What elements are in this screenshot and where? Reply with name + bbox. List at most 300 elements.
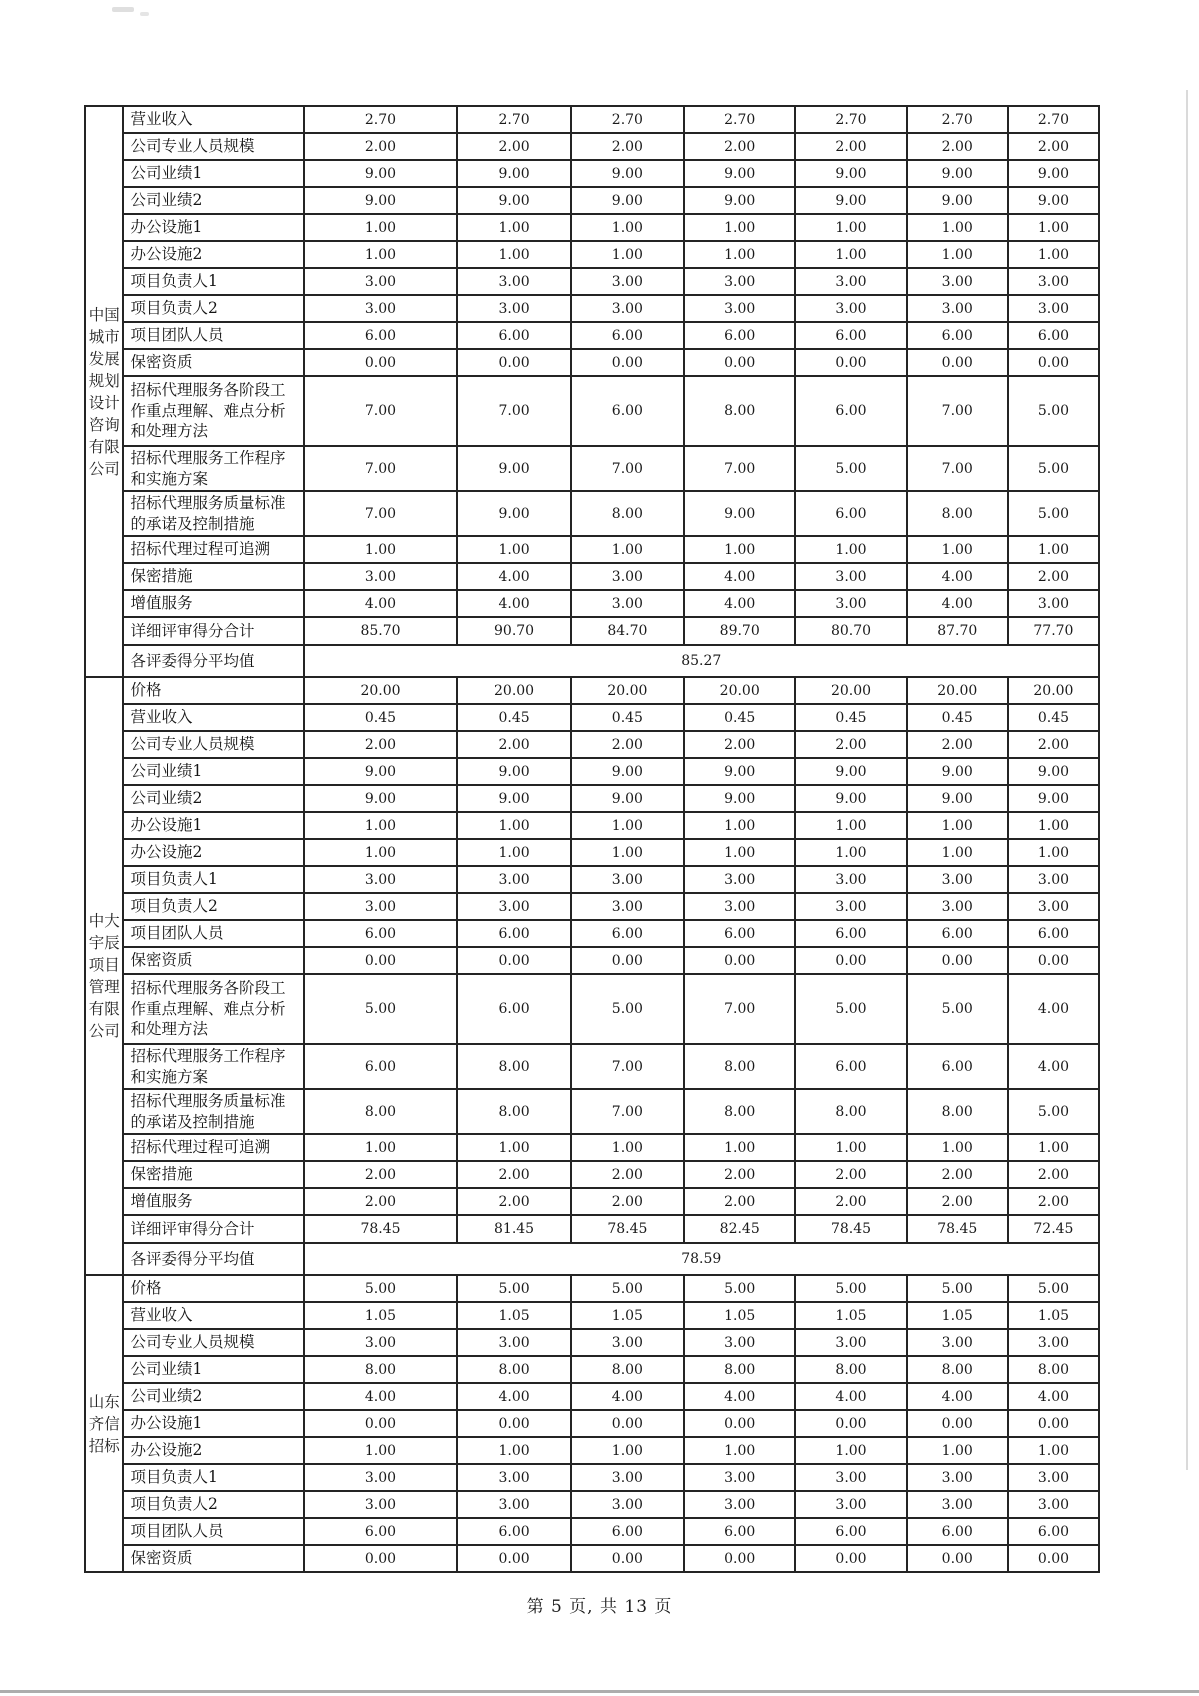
score-cell: 20.00 [457,677,570,704]
criteria-label: 办公设施2 [123,241,303,268]
score-cell: 2.00 [795,1188,906,1215]
criteria-label: 公司业绩1 [123,758,303,785]
score-cell: 6.00 [907,1518,1008,1545]
score-cell: 7.00 [684,974,795,1044]
score-cell: 1.00 [907,839,1008,866]
score-cell: 5.00 [795,1275,906,1302]
table-row [85,1329,1099,1356]
score-cell: 9.00 [571,758,684,785]
score-cell: 2.70 [571,106,684,133]
score-cell: 1.00 [1008,536,1099,563]
score-cell: 1.00 [795,839,906,866]
score-cell: 1.00 [1008,214,1099,241]
score-cell: 2.00 [907,133,1008,160]
score-cell: 4.00 [1008,1383,1099,1410]
score-cell: 1.05 [907,1302,1008,1329]
score-cell: 3.00 [795,893,906,920]
score-cell: 0.45 [304,704,458,731]
score-cell: 20.00 [795,677,906,704]
score-cell: 3.00 [684,268,795,295]
score-cell: 9.00 [571,160,684,187]
score-cell: 3.00 [907,1329,1008,1356]
score-cell: 4.00 [684,563,795,590]
score-cell: 8.00 [571,491,684,536]
criteria-label: 招标代理服务工作程序和实施方案 [123,1044,303,1089]
score-cell: 5.00 [1008,376,1099,446]
company-name-cell: 山东 齐信 招标 [85,1275,123,1572]
score-cell: 4.00 [795,1383,906,1410]
score-cell: 1.00 [304,241,458,268]
score-cell: 6.00 [571,1518,684,1545]
score-cell: 6.00 [795,1518,906,1545]
criteria-label: 项目团队人员 [123,1518,303,1545]
score-cell: 6.00 [907,920,1008,947]
score-cell: 5.00 [571,974,684,1044]
table-row [85,812,1099,839]
score-cell: 9.00 [795,160,906,187]
score-cell: 5.00 [304,974,458,1044]
score-cell: 0.00 [571,349,684,376]
score-cell: 1.05 [457,1302,570,1329]
score-cell: 5.00 [304,1275,458,1302]
score-cell: 1.00 [795,214,906,241]
table-row [85,1518,1099,1545]
score-cell: 3.00 [304,1491,458,1518]
score-cell: 7.00 [571,1044,684,1089]
score-cell: 78.45 [795,1215,906,1243]
score-cell: 4.00 [457,1383,570,1410]
score-cell: 89.70 [684,617,795,645]
score-cell: 0.00 [457,1410,570,1437]
criteria-label: 办公设施1 [123,214,303,241]
score-cell: 2.00 [795,1161,906,1188]
score-cell: 0.00 [304,1410,458,1437]
score-cell: 9.00 [1008,187,1099,214]
score-cell: 0.00 [1008,349,1099,376]
score-cell: 9.00 [571,187,684,214]
score-cell: 4.00 [907,563,1008,590]
score-cell: 9.00 [907,785,1008,812]
score-cell: 3.00 [795,1329,906,1356]
score-cell: 7.00 [457,376,570,446]
criteria-label: 招标代理服务工作程序和实施方案 [123,446,303,491]
score-cell: 0.45 [684,704,795,731]
score-cell: 1.00 [1008,1437,1099,1464]
table-row [85,1188,1099,1215]
score-cell: 2.00 [1008,1161,1099,1188]
score-cell: 0.45 [1008,704,1099,731]
score-cell: 6.00 [571,322,684,349]
score-cell: 4.00 [684,1383,795,1410]
score-cell: 9.00 [1008,160,1099,187]
score-cell: 9.00 [304,758,458,785]
table-row [85,1383,1099,1410]
score-cell: 5.00 [795,446,906,491]
score-cell: 6.00 [457,322,570,349]
score-cell: 3.00 [684,1329,795,1356]
score-cell: 87.70 [907,617,1008,645]
score-cell: 0.45 [795,704,906,731]
score-cell: 0.00 [571,947,684,974]
score-cell: 1.00 [684,536,795,563]
table-row [85,1437,1099,1464]
score-cell: 6.00 [684,1518,795,1545]
average-score-cell: 85.27 [304,645,1099,677]
score-cell: 3.00 [457,268,570,295]
score-cell: 2.70 [304,106,458,133]
criteria-label: 公司业绩2 [123,785,303,812]
score-cell: 1.00 [571,1134,684,1161]
total-row [85,617,1099,645]
score-cell: 1.00 [304,536,458,563]
score-cell: 1.05 [571,1302,684,1329]
score-cell: 0.45 [571,704,684,731]
criteria-label: 详细评审得分合计 [123,617,303,645]
score-cell: 2.00 [684,1188,795,1215]
score-cell: 3.00 [1008,295,1099,322]
table-row [85,295,1099,322]
table-row [85,160,1099,187]
score-cell: 1.00 [684,214,795,241]
score-cell: 2.00 [1008,563,1099,590]
table-row [85,268,1099,295]
score-cell: 8.00 [795,1356,906,1383]
score-cell: 9.00 [457,785,570,812]
criteria-label: 办公设施2 [123,1437,303,1464]
score-cell: 3.00 [457,295,570,322]
score-cell: 0.00 [304,947,458,974]
table-row [85,677,1099,704]
score-cell: 3.00 [1008,1491,1099,1518]
criteria-label: 增值服务 [123,1188,303,1215]
score-cell: 3.00 [684,1491,795,1518]
score-cell: 9.00 [907,160,1008,187]
score-cell: 81.45 [457,1215,570,1243]
score-cell: 78.45 [304,1215,458,1243]
criteria-label: 项目负责人1 [123,268,303,295]
score-cell: 0.45 [907,704,1008,731]
score-cell: 0.00 [571,1545,684,1572]
score-cell: 0.00 [304,349,458,376]
score-cell: 8.00 [304,1356,458,1383]
score-cell: 4.00 [907,1383,1008,1410]
score-cell: 6.00 [457,920,570,947]
score-cell: 1.00 [684,839,795,866]
table-row [85,866,1099,893]
score-cell: 1.00 [304,812,458,839]
company-name-cell: 中国 城市 发展 规划 设计 咨询 有限 公司 [85,106,123,677]
score-cell: 3.00 [571,590,684,617]
score-cell: 1.00 [457,839,570,866]
criteria-label: 项目负责人2 [123,893,303,920]
criteria-label: 各评委得分平均值 [123,1243,303,1275]
score-cell: 2.00 [304,1188,458,1215]
score-cell: 78.45 [907,1215,1008,1243]
score-cell: 8.00 [907,1089,1008,1134]
score-cell: 8.00 [457,1044,570,1089]
score-cell: 6.00 [907,1044,1008,1089]
table-row [85,1275,1099,1302]
score-cell: 7.00 [304,446,458,491]
score-cell: 9.00 [304,785,458,812]
score-cell: 0.00 [907,1410,1008,1437]
score-cell: 6.00 [795,491,906,536]
table-row [85,563,1099,590]
criteria-label: 公司业绩2 [123,1383,303,1410]
criteria-label: 保密资质 [123,947,303,974]
table-row [85,187,1099,214]
criteria-label: 项目负责人2 [123,1491,303,1518]
score-cell: 0.00 [1008,1545,1099,1572]
score-cell: 0.00 [571,1410,684,1437]
score-cell: 5.00 [457,1275,570,1302]
score-cell: 3.00 [457,1329,570,1356]
score-cell: 3.00 [304,1464,458,1491]
score-cell: 3.00 [795,866,906,893]
score-cell: 3.00 [684,893,795,920]
table-row [85,214,1099,241]
score-cell: 8.00 [795,1089,906,1134]
criteria-label: 详细评审得分合计 [123,1215,303,1243]
score-cell: 7.00 [907,376,1008,446]
score-cell: 3.00 [571,563,684,590]
score-cell: 4.00 [684,590,795,617]
criteria-label: 项目负责人2 [123,295,303,322]
score-cell: 1.00 [457,241,570,268]
score-cell: 1.00 [571,536,684,563]
table-row [85,893,1099,920]
criteria-label: 公司专业人员规模 [123,133,303,160]
score-cell: 6.00 [457,1518,570,1545]
score-cell: 1.00 [907,1437,1008,1464]
score-cell: 3.00 [795,590,906,617]
score-table-body [85,106,1099,1572]
score-cell: 2.00 [1008,1188,1099,1215]
score-cell: 80.70 [795,617,906,645]
score-cell: 3.00 [571,893,684,920]
scan-artifact-bottom-line [0,1690,1199,1693]
score-cell: 2.00 [571,1188,684,1215]
score-cell: 0.00 [907,349,1008,376]
score-cell: 1.00 [684,812,795,839]
table-row [85,1134,1099,1161]
score-cell: 4.00 [304,590,458,617]
score-cell: 85.70 [304,617,458,645]
score-cell: 8.00 [457,1089,570,1134]
score-cell: 0.00 [457,1545,570,1572]
score-cell: 8.00 [684,1089,795,1134]
score-cell: 1.00 [795,812,906,839]
table-row [85,1302,1099,1329]
score-cell: 9.00 [457,446,570,491]
score-cell: 1.00 [684,1437,795,1464]
average-row [85,1243,1099,1275]
criteria-label: 办公设施2 [123,839,303,866]
score-cell: 9.00 [795,785,906,812]
criteria-label: 保密资质 [123,1545,303,1572]
page-number-footer: 第 5 页, 共 13 页 [526,1597,673,1617]
score-cell: 1.00 [457,536,570,563]
score-cell: 3.00 [907,1491,1008,1518]
criteria-label: 营业收入 [123,704,303,731]
score-cell: 1.05 [304,1302,458,1329]
table-row [85,785,1099,812]
criteria-label: 公司业绩1 [123,1356,303,1383]
score-cell: 6.00 [304,1518,458,1545]
score-cell: 6.00 [457,974,570,1044]
criteria-label: 项目团队人员 [123,322,303,349]
company-name-cell: 中大 宇辰 项目 管理 有限 公司 [85,677,123,1275]
score-cell: 3.00 [457,1464,570,1491]
score-cell: 8.00 [907,1356,1008,1383]
criteria-label: 保密措施 [123,1161,303,1188]
score-cell: 3.00 [571,866,684,893]
score-cell: 1.00 [795,241,906,268]
score-cell: 1.00 [571,812,684,839]
average-row [85,645,1099,677]
score-cell: 8.00 [684,1044,795,1089]
total-row [85,1215,1099,1243]
score-cell: 2.00 [571,133,684,160]
score-cell: 1.00 [684,1134,795,1161]
score-cell: 1.00 [304,1134,458,1161]
score-cell: 3.00 [684,866,795,893]
score-cell: 5.00 [795,974,906,1044]
table-row [85,758,1099,785]
score-cell: 0.00 [457,947,570,974]
score-cell: 0.00 [684,349,795,376]
score-cell: 3.00 [304,1329,458,1356]
table-row [85,133,1099,160]
score-cell: 0.00 [1008,947,1099,974]
score-cell: 2.70 [457,106,570,133]
score-cell: 1.00 [304,1437,458,1464]
score-cell: 2.00 [304,1161,458,1188]
score-cell: 5.00 [907,974,1008,1044]
score-cell: 3.00 [907,893,1008,920]
score-cell: 3.00 [571,268,684,295]
score-cell: 1.00 [1008,1134,1099,1161]
score-cell: 3.00 [304,893,458,920]
score-cell: 9.00 [304,160,458,187]
score-cell: 1.05 [1008,1302,1099,1329]
table-row [85,349,1099,376]
score-cell: 20.00 [571,677,684,704]
score-cell: 82.45 [684,1215,795,1243]
score-cell: 5.00 [684,1275,795,1302]
score-cell: 3.00 [1008,1464,1099,1491]
table-row [85,106,1099,133]
table-row [85,1410,1099,1437]
score-cell: 4.00 [907,590,1008,617]
score-cell: 3.00 [795,1464,906,1491]
score-cell: 5.00 [1008,446,1099,491]
score-cell: 9.00 [457,187,570,214]
score-cell: 6.00 [684,920,795,947]
score-cell: 1.00 [571,214,684,241]
table-row [85,241,1099,268]
score-cell: 2.00 [457,1188,570,1215]
criteria-label: 项目团队人员 [123,920,303,947]
score-cell: 6.00 [571,920,684,947]
score-cell: 20.00 [684,677,795,704]
criteria-label: 营业收入 [123,1302,303,1329]
score-cell: 1.05 [684,1302,795,1329]
score-cell: 2.00 [457,1161,570,1188]
table-row [85,947,1099,974]
score-cell: 3.00 [795,295,906,322]
score-cell: 1.05 [795,1302,906,1329]
score-cell: 0.00 [304,1545,458,1572]
table-row [85,920,1099,947]
score-cell: 2.70 [907,106,1008,133]
score-cell: 20.00 [304,677,458,704]
score-cell: 7.00 [571,1089,684,1134]
criteria-label: 各评委得分平均值 [123,645,303,677]
score-cell: 3.00 [795,1491,906,1518]
score-cell: 6.00 [1008,322,1099,349]
score-cell: 2.70 [795,106,906,133]
score-cell: 3.00 [571,295,684,322]
score-cell: 4.00 [457,590,570,617]
criteria-label: 公司专业人员规模 [123,1329,303,1356]
score-cell: 2.00 [1008,133,1099,160]
score-cell: 9.00 [684,785,795,812]
table-row [85,1491,1099,1518]
score-cell: 9.00 [571,785,684,812]
score-cell: 1.00 [457,214,570,241]
table-row [85,731,1099,758]
scan-artifact-smudge [112,7,134,12]
score-cell: 3.00 [907,1464,1008,1491]
score-cell: 9.00 [907,187,1008,214]
score-cell: 9.00 [907,758,1008,785]
score-cell: 1.00 [907,812,1008,839]
table-row [85,1161,1099,1188]
score-cell: 0.00 [907,947,1008,974]
score-cell: 2.00 [684,1161,795,1188]
score-cell: 6.00 [1008,920,1099,947]
score-cell: 0.00 [684,1410,795,1437]
score-cell: 9.00 [684,160,795,187]
score-cell: 8.00 [684,1356,795,1383]
score-cell: 2.00 [907,1161,1008,1188]
score-cell: 3.00 [304,295,458,322]
score-cell: 6.00 [795,322,906,349]
table-row [85,1356,1099,1383]
score-cell: 77.70 [1008,617,1099,645]
score-cell: 7.00 [571,446,684,491]
score-cell: 6.00 [304,920,458,947]
criteria-label: 招标代理服务质量标准的承诺及控制措施 [123,1089,303,1134]
score-cell: 0.00 [795,1410,906,1437]
table-row [85,704,1099,731]
table-row [85,536,1099,563]
score-cell: 72.45 [1008,1215,1099,1243]
score-cell: 9.00 [1008,785,1099,812]
score-cell: 1.00 [457,1437,570,1464]
score-cell: 3.00 [907,866,1008,893]
score-cell: 3.00 [304,866,458,893]
score-cell: 3.00 [1008,1329,1099,1356]
table-row [85,491,1099,536]
score-cell: 2.00 [907,1188,1008,1215]
score-cell: 5.00 [1008,1089,1099,1134]
scan-artifact-right-line [1186,90,1188,1470]
score-cell: 3.00 [304,268,458,295]
score-cell: 5.00 [571,1275,684,1302]
score-cell: 2.00 [795,731,906,758]
